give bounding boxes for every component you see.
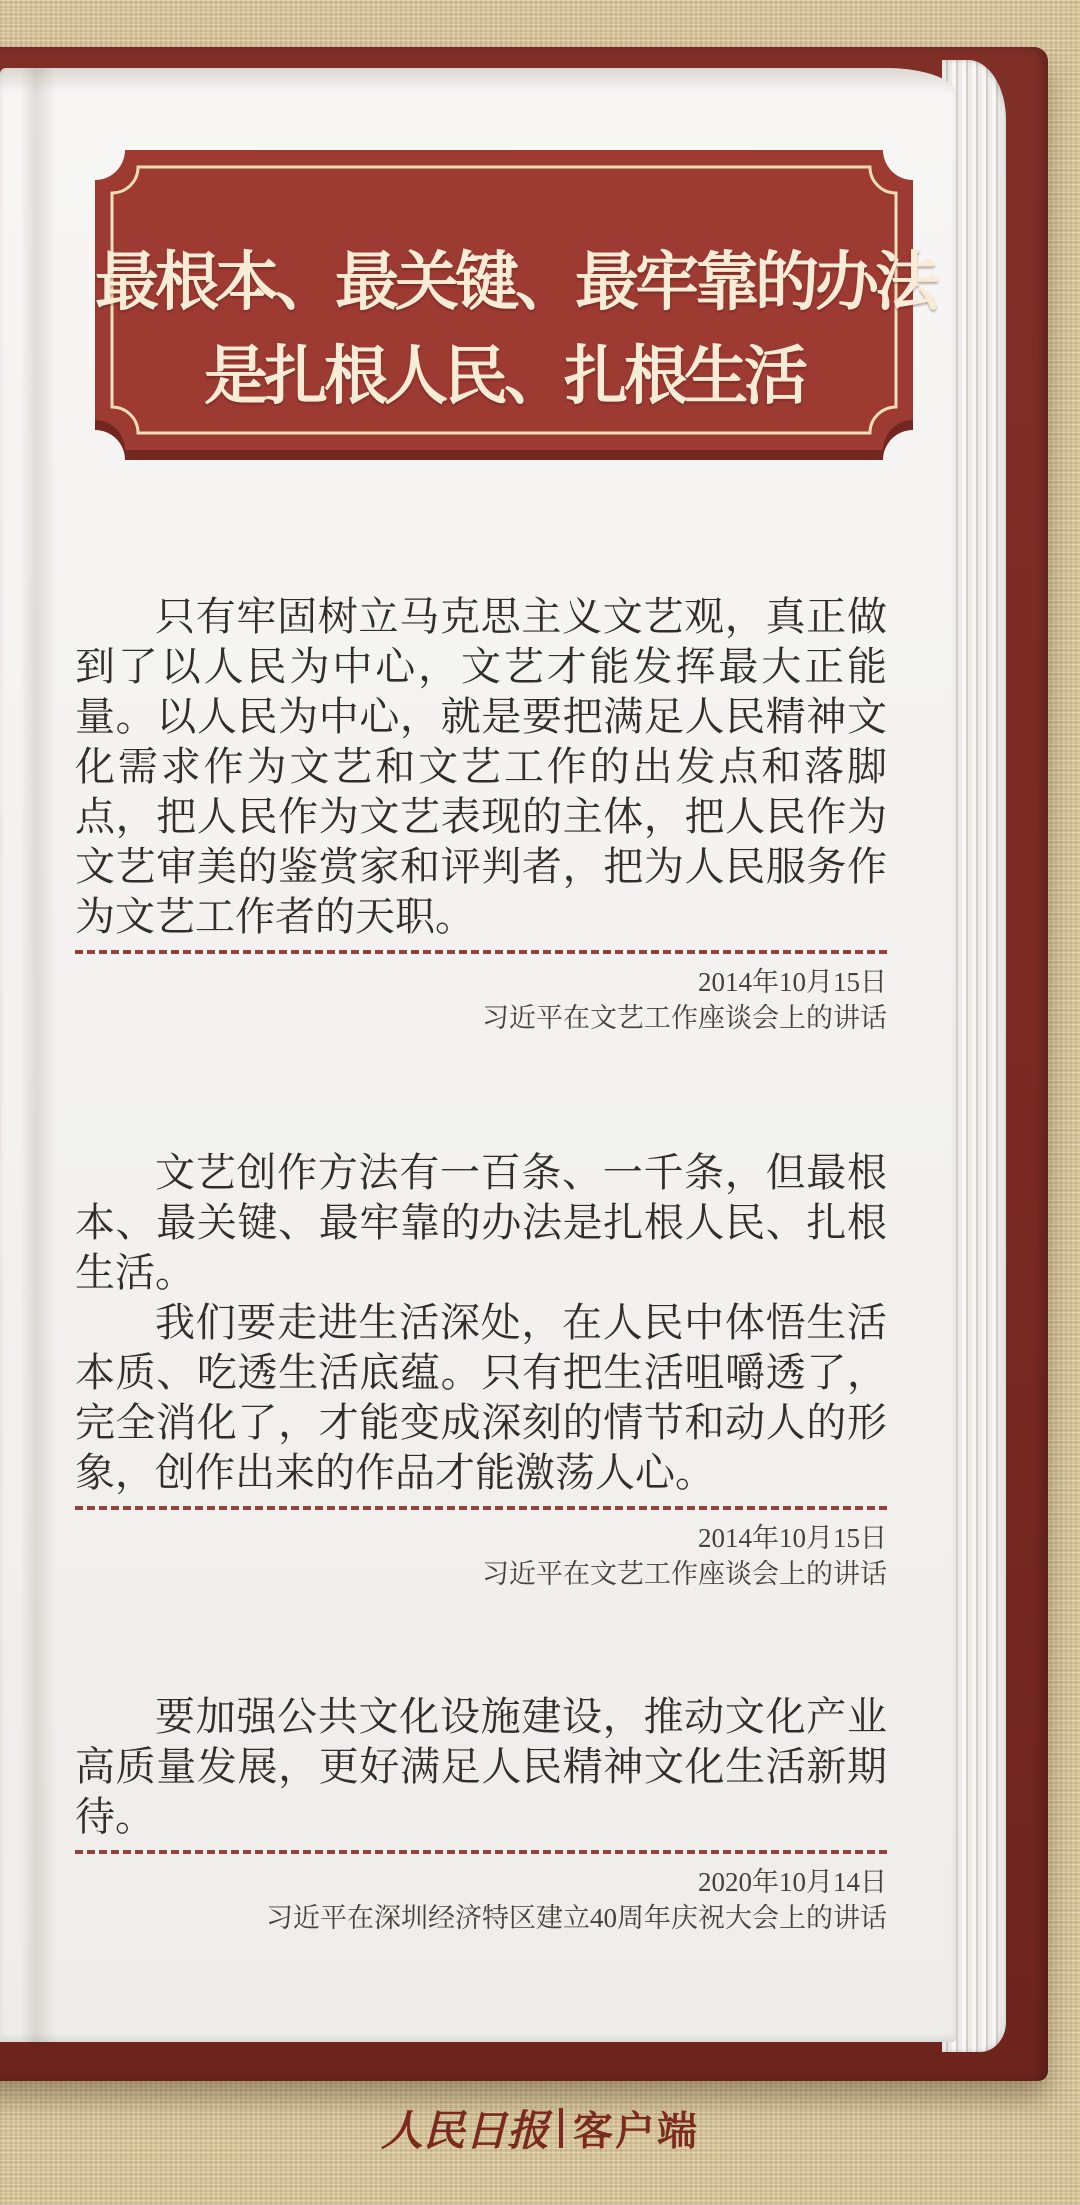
footer-logo (0, 2098, 1080, 2168)
quote-paragraph: 我们要走进生活深处，在人民中体悟生活本质、吃透生活底蕴。只有把生活咀嚼透了，完全消化了，才能变成深刻的情节和动人的形象，创作出来的作品才能激荡人心。 (75, 1300, 887, 1495)
book-page (0, 68, 956, 2042)
quote-attribution (75, 964, 887, 1036)
dashed-separator (75, 950, 887, 954)
quote-block-3 (75, 1692, 887, 1936)
dashed-separator (75, 1850, 887, 1854)
page-top-shade (0, 68, 956, 94)
quote-block-2 (75, 1148, 887, 1592)
banner-title (95, 236, 935, 424)
page-crease (20, 68, 56, 2042)
quotes-content (75, 592, 887, 1936)
quote-source: 习近平在深圳经济特区建立40周年庆祝大会上的讲话 (266, 1903, 887, 1933)
quote-source: 习近平在文艺工作座谈会上的讲话 (482, 1003, 887, 1033)
logo-client-label: 客户端 (573, 2109, 699, 2154)
quote-date: 2014年10月15日 (698, 967, 887, 997)
quote-date: 2014年10月15日 (698, 1523, 887, 1553)
quote-attribution (75, 1520, 887, 1592)
quote-block-1 (75, 592, 887, 1036)
quote-paragraph: 只有牢固树立马克思主义文艺观，真正做到了以人民为中心，文艺才能发挥最大正能量。以人民为中心，就是要把满足人民精神文化需求作为文艺和文艺工作的出发点和落脚点，把人民作为文艺表现的主体，把人民作为文艺审美的鉴赏家和评判者，把为人民服务作为文艺工作者的天职。 (75, 594, 887, 939)
banner-title-line1: 最根本、最关键、最牢靠的办法 (95, 247, 935, 318)
title-banner (95, 150, 935, 462)
peoples-daily-script-logo: 人民日报 (380, 2109, 549, 2155)
quote-source: 习近平在文艺工作座谈会上的讲话 (482, 1559, 887, 1589)
quote-paragraph: 文艺创作方法有一百条、一千条，但最根本、最关键、最牢靠的办法是扎根人民、扎根生活。 (75, 1150, 887, 1295)
quote-date: 2020年10月14日 (698, 1867, 887, 1897)
banner-title-line2: 是扎根人民、扎根生活 (204, 341, 804, 412)
dashed-separator (75, 1506, 887, 1510)
quote-attribution (75, 1864, 887, 1936)
logo-divider-bar (559, 2108, 563, 2148)
quote-paragraph: 要加强公共文化设施建设，推动文化产业高质量发展，更好满足人民精神文化生活新期待。 (75, 1694, 887, 1839)
